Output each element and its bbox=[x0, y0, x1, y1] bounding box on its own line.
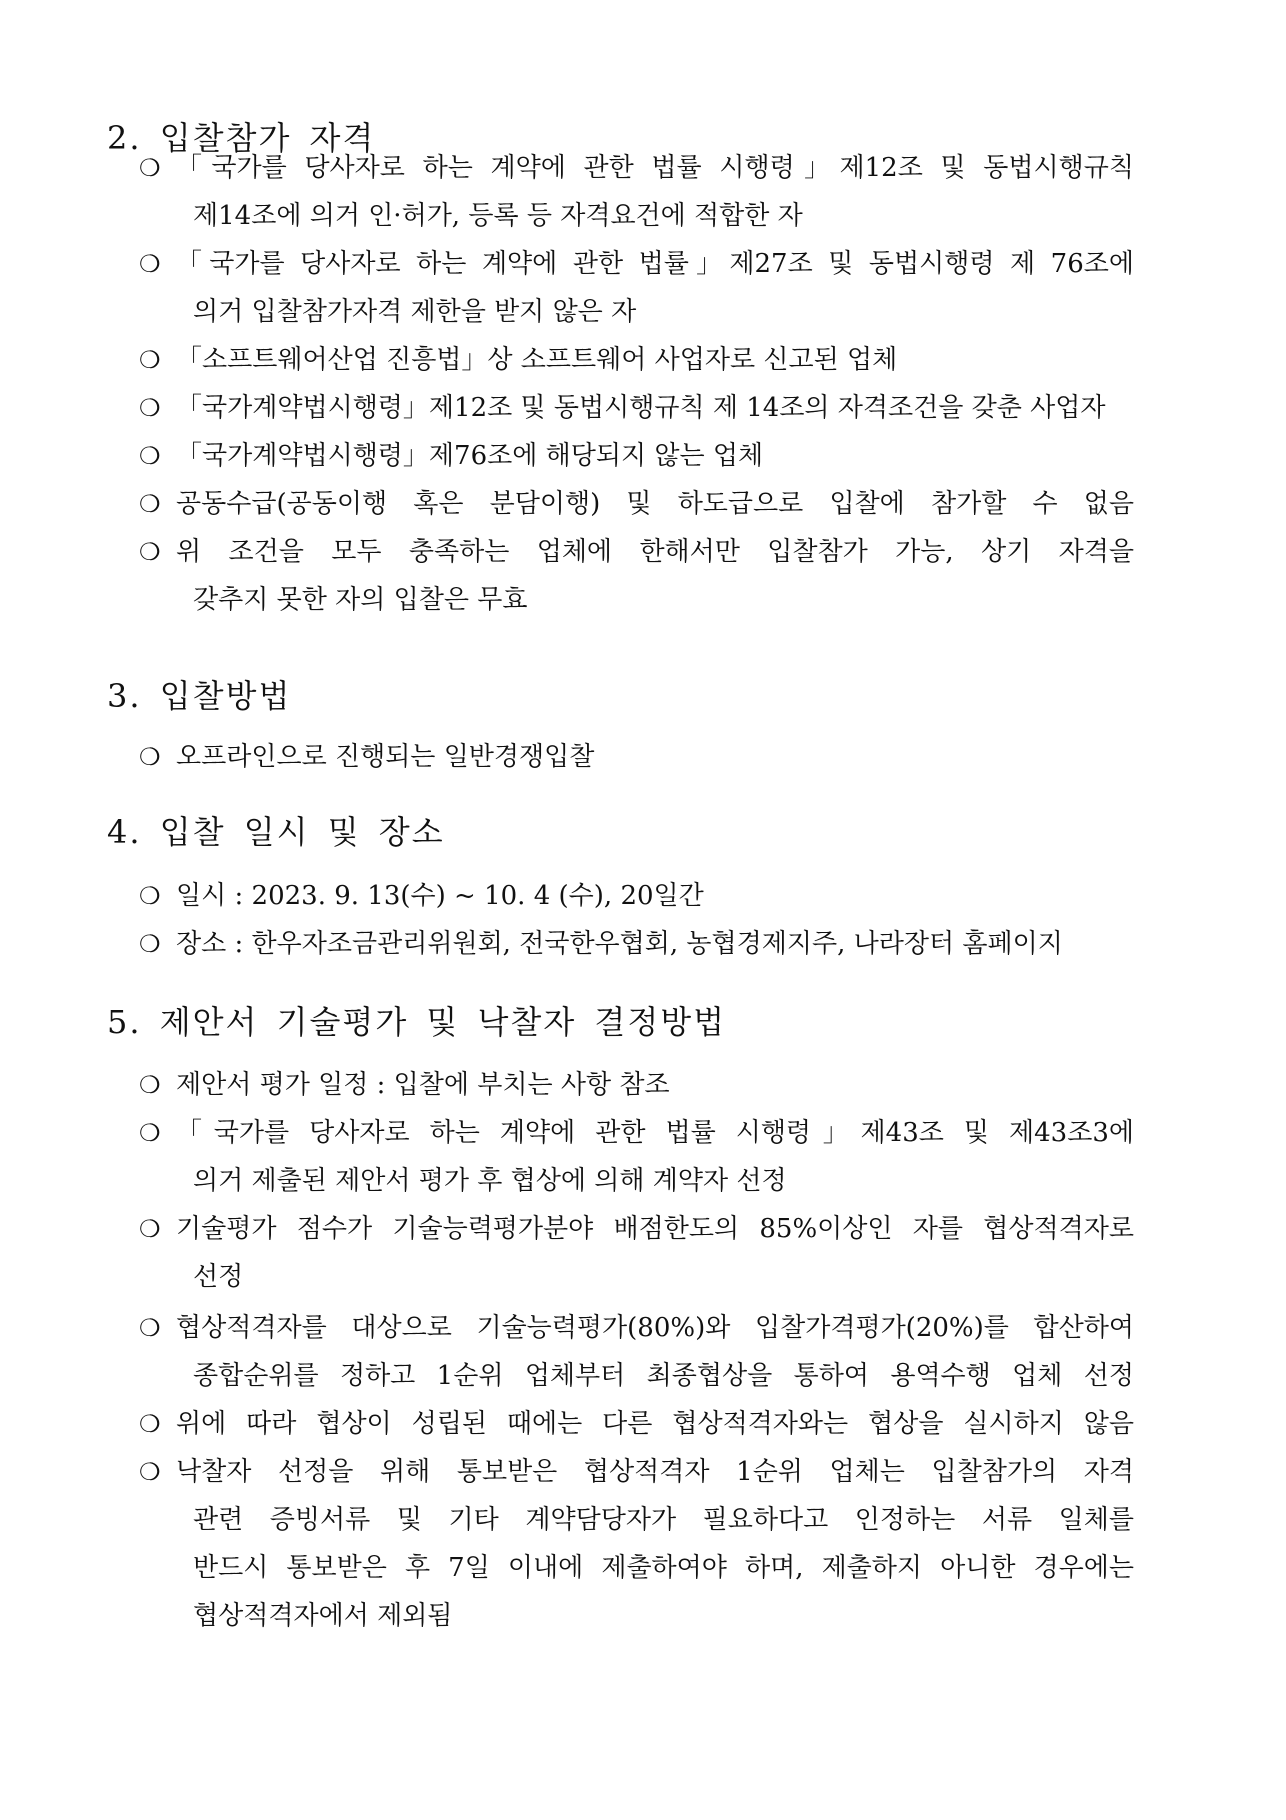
circle-bullet-icon: ❍ bbox=[139, 538, 161, 566]
item-text-line: 협상적격자에서 제외됨 bbox=[193, 1601, 453, 1631]
circle-bullet-icon: ❍ bbox=[139, 882, 161, 910]
item-text-line: 「국가계약법시행령」제76조에 해당되지 않는 업체 bbox=[176, 441, 764, 471]
item-text-line: 제14조에 의거 인·허가, 등록 등 자격요건에 적합한 자 bbox=[193, 201, 803, 231]
circle-bullet-icon: ❍ bbox=[139, 743, 161, 771]
circle-bullet-icon: ❍ bbox=[139, 1458, 161, 1486]
item-text-line: 관련 증빙서류 및 기타 계약담당자가 필요하다고 인정하는 서류 일체를 bbox=[193, 1505, 1134, 1535]
item-text-line: 갖추지 못한 자의 입찰은 무효 bbox=[193, 585, 528, 615]
item-text-line: 협상적격자를 대상으로 기술능력평가(80%)와 입찰가격평가(20%)를 합산하여 bbox=[176, 1313, 1134, 1343]
section-heading: 2. 입찰참가 자격 bbox=[107, 119, 376, 157]
item-text-line: 선정 bbox=[193, 1262, 244, 1292]
item-text-line: 낙찰자 선정을 위해 통보받은 협상적격자 1순위 업체는 입찰참가의 자격 bbox=[176, 1457, 1134, 1487]
circle-bullet-icon: ❍ bbox=[139, 1410, 161, 1438]
item-text-line: 의거 제출된 제안서 평가 후 협상에 의해 계약자 선정 bbox=[193, 1166, 787, 1196]
item-text-line: 「국가를 당사자로 하는 계약에 관한 법률」제27조 및 동법시행령 제 76조에 bbox=[176, 249, 1134, 279]
section-heading: 5. 제안서 기술평가 및 낙찰자 결정방법 bbox=[107, 1003, 727, 1041]
item-text-line: 일시 : 2023. 9. 13(수) ~ 10. 4 (수), 20일간 bbox=[176, 881, 704, 911]
item-text-line: 장소 : 한우자조금관리위원회, 전국한우협회, 농협경제지주, 나라장터 홈페이지 bbox=[176, 929, 1063, 959]
circle-bullet-icon: ❍ bbox=[139, 154, 161, 182]
item-text-line: 공동수급(공동이행 혹은 분담이행) 및 하도급으로 입찰에 참가할 수 없음 bbox=[176, 489, 1134, 519]
section-heading: 4. 입찰 일시 및 장소 bbox=[107, 813, 445, 851]
circle-bullet-icon: ❍ bbox=[139, 1215, 161, 1243]
circle-bullet-icon: ❍ bbox=[139, 250, 161, 278]
circle-bullet-icon: ❍ bbox=[139, 930, 161, 958]
item-text-line: 의거 입찰참가자격 제한을 받지 않은 자 bbox=[193, 297, 637, 327]
item-text-line: 위 조건을 모두 충족하는 업체에 한해서만 입찰참가 가능, 상기 자격을 bbox=[176, 537, 1134, 567]
item-text-line: 위에 따라 협상이 성립된 때에는 다른 협상적격자와는 협상을 실시하지 않음 bbox=[176, 1409, 1134, 1439]
circle-bullet-icon: ❍ bbox=[139, 490, 161, 518]
item-text-line: 「소프트웨어산업 진흥법」상 소프트웨어 사업자로 신고된 업체 bbox=[176, 345, 898, 375]
item-text-line: 제안서 평가 일정 : 입찰에 부치는 사항 참조 bbox=[176, 1070, 670, 1100]
item-text-line: 종합순위를 정하고 1순위 업체부터 최종협상을 통하여 용역수행 업체 선정 bbox=[193, 1361, 1134, 1391]
circle-bullet-icon: ❍ bbox=[139, 1071, 161, 1099]
item-text-line: 오프라인으로 진행되는 일반경쟁입찰 bbox=[176, 742, 595, 772]
item-text-line: 반드시 통보받은 후 7일 이내에 제출하여야 하며, 제출하지 아니한 경우에는 bbox=[193, 1553, 1134, 1583]
circle-bullet-icon: ❍ bbox=[139, 394, 161, 422]
circle-bullet-icon: ❍ bbox=[139, 346, 161, 374]
item-text-line: 「국가를 당사자로 하는 계약에 관한 법률 시행령」제43조 및 제43조3에 bbox=[176, 1118, 1134, 1148]
item-text-line: 기술평가 점수가 기술능력평가분야 배점한도의 85%이상인 자를 협상적격자로 bbox=[176, 1214, 1134, 1244]
circle-bullet-icon: ❍ bbox=[139, 1119, 161, 1147]
item-text-line: 「국가를 당사자로 하는 계약에 관한 법률 시행령」제12조 및 동법시행규칙 bbox=[176, 153, 1134, 183]
item-text-line: 「국가계약법시행령」제12조 및 동법시행규칙 제 14조의 자격조건을 갖춘 사업자 bbox=[176, 393, 1106, 423]
circle-bullet-icon: ❍ bbox=[139, 442, 161, 470]
circle-bullet-icon: ❍ bbox=[139, 1314, 161, 1342]
section-heading: 3. 입찰방법 bbox=[107, 677, 292, 715]
